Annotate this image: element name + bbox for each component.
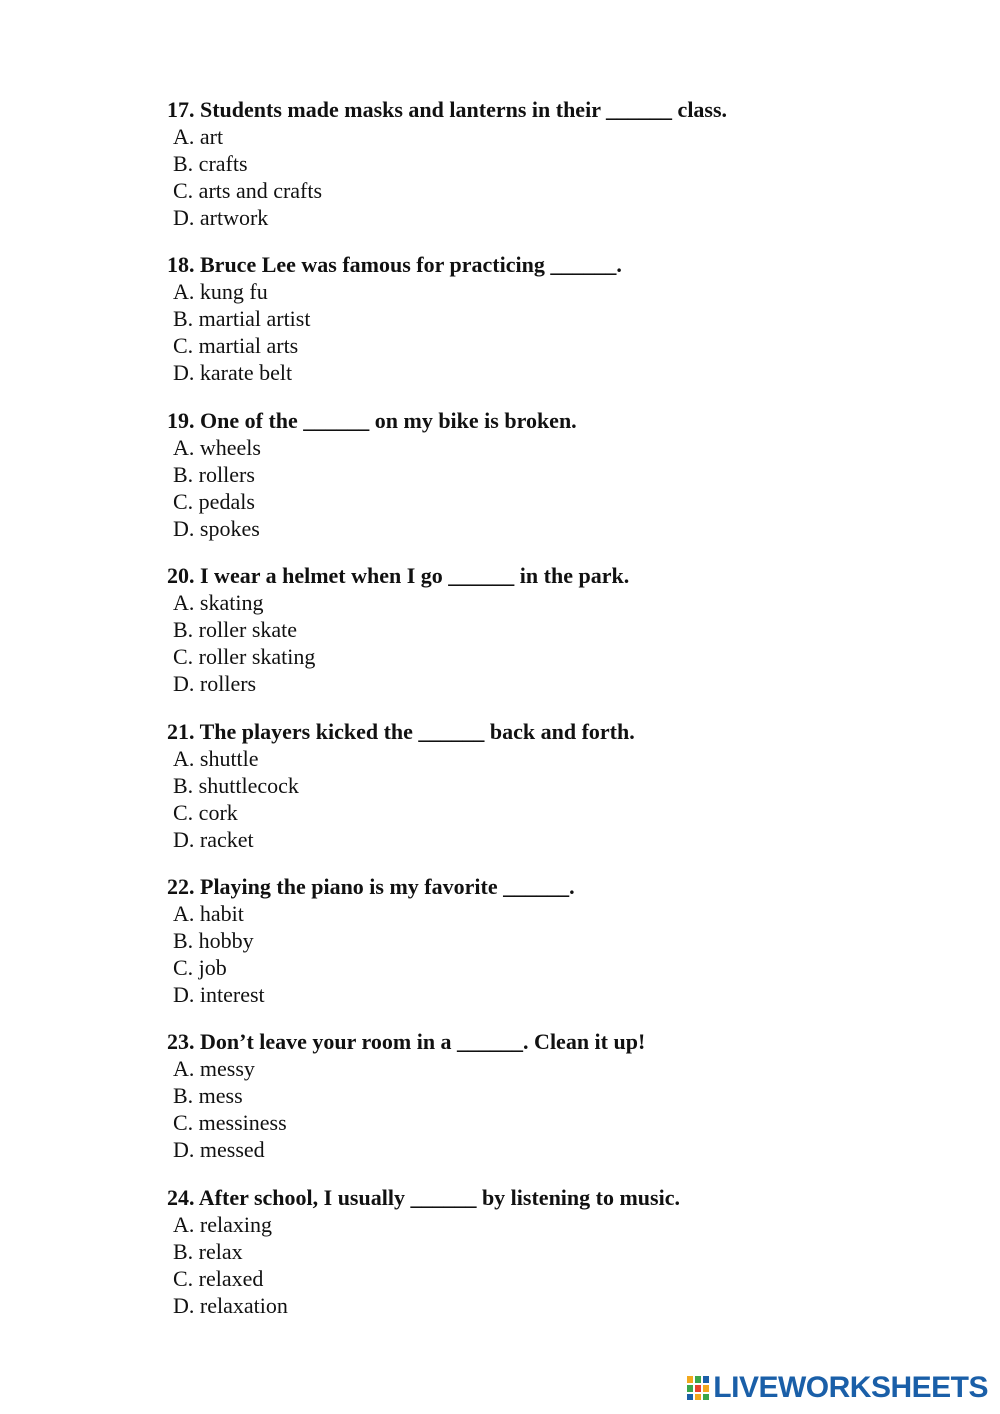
option-d[interactable]: D. karate belt <box>173 360 293 385</box>
question-prompt: 17. Students made masks and lanterns in their ______ class. <box>167 97 728 122</box>
question-17 <box>167 96 927 231</box>
option-a[interactable]: A. messy <box>173 1056 255 1081</box>
option-d[interactable]: D. spokes <box>173 516 260 541</box>
question-19 <box>167 407 927 542</box>
option-c[interactable]: C. roller skating <box>173 644 316 669</box>
option-c[interactable]: C. messiness <box>173 1110 287 1135</box>
option-a[interactable]: A. habit <box>173 901 244 926</box>
question-24 <box>167 1184 927 1319</box>
option-a[interactable]: A. art <box>173 124 224 149</box>
option-c[interactable]: C. job <box>173 955 227 980</box>
option-b[interactable]: B. relax <box>173 1239 243 1264</box>
option-list <box>167 589 927 697</box>
option-c[interactable]: C. pedals <box>173 489 255 514</box>
question-21 <box>167 718 927 853</box>
option-list <box>167 745 927 853</box>
option-list <box>167 900 927 1008</box>
question-prompt: 24. After school, I usually ______ by listening to music. <box>167 1185 680 1210</box>
option-b[interactable]: B. martial artist <box>173 306 311 331</box>
option-c[interactable]: C. arts and crafts <box>173 178 323 203</box>
option-list <box>167 1055 927 1163</box>
question-prompt: 22. Playing the piano is my favorite ______. <box>167 874 575 899</box>
option-d[interactable]: D. relaxation <box>173 1293 288 1318</box>
option-d[interactable]: D. artwork <box>173 205 269 230</box>
liveworksheets-branding[interactable] <box>687 1370 988 1406</box>
question-20 <box>167 562 927 697</box>
question-prompt: 23. Don’t leave your room in a ______. Clean it up! <box>167 1029 646 1054</box>
question-prompt: 20. I wear a helmet when I go ______ in the park. <box>167 563 630 588</box>
option-c[interactable]: C. relaxed <box>173 1266 264 1291</box>
option-d[interactable]: D. racket <box>173 827 254 852</box>
option-a[interactable]: A. wheels <box>173 435 261 460</box>
option-list <box>167 434 927 542</box>
option-list <box>167 123 927 231</box>
option-b[interactable]: B. crafts <box>173 151 248 176</box>
option-a[interactable]: A. shuttle <box>173 746 259 771</box>
option-d[interactable]: D. rollers <box>173 671 257 696</box>
question-prompt: 19. One of the ______ on my bike is broken. <box>167 408 577 433</box>
option-b[interactable]: B. shuttlecock <box>173 773 299 798</box>
option-b[interactable]: B. roller skate <box>173 617 298 642</box>
question-22 <box>167 873 927 1008</box>
liveworksheets-logo-icon <box>687 1376 709 1400</box>
option-b[interactable]: B. hobby <box>173 928 254 953</box>
option-b[interactable]: B. rollers <box>173 462 255 487</box>
option-list <box>167 278 927 386</box>
option-a[interactable]: A. relaxing <box>173 1212 272 1237</box>
option-d[interactable]: D. interest <box>173 982 265 1007</box>
option-d[interactable]: D. messed <box>173 1137 265 1162</box>
option-a[interactable]: A. kung fu <box>173 279 268 304</box>
question-prompt: 18. Bruce Lee was famous for practicing ______. <box>167 252 622 277</box>
question-18 <box>167 251 927 386</box>
brand-name: LIVEWORKSHEETS <box>713 1371 988 1404</box>
option-c[interactable]: C. cork <box>173 800 238 825</box>
question-23 <box>167 1028 927 1163</box>
option-list <box>167 1211 927 1319</box>
question-prompt: 21. The players kicked the ______ back and forth. <box>167 719 635 744</box>
option-b[interactable]: B. mess <box>173 1083 243 1108</box>
option-a[interactable]: A. skating <box>173 590 264 615</box>
option-c[interactable]: C. martial arts <box>173 333 299 358</box>
